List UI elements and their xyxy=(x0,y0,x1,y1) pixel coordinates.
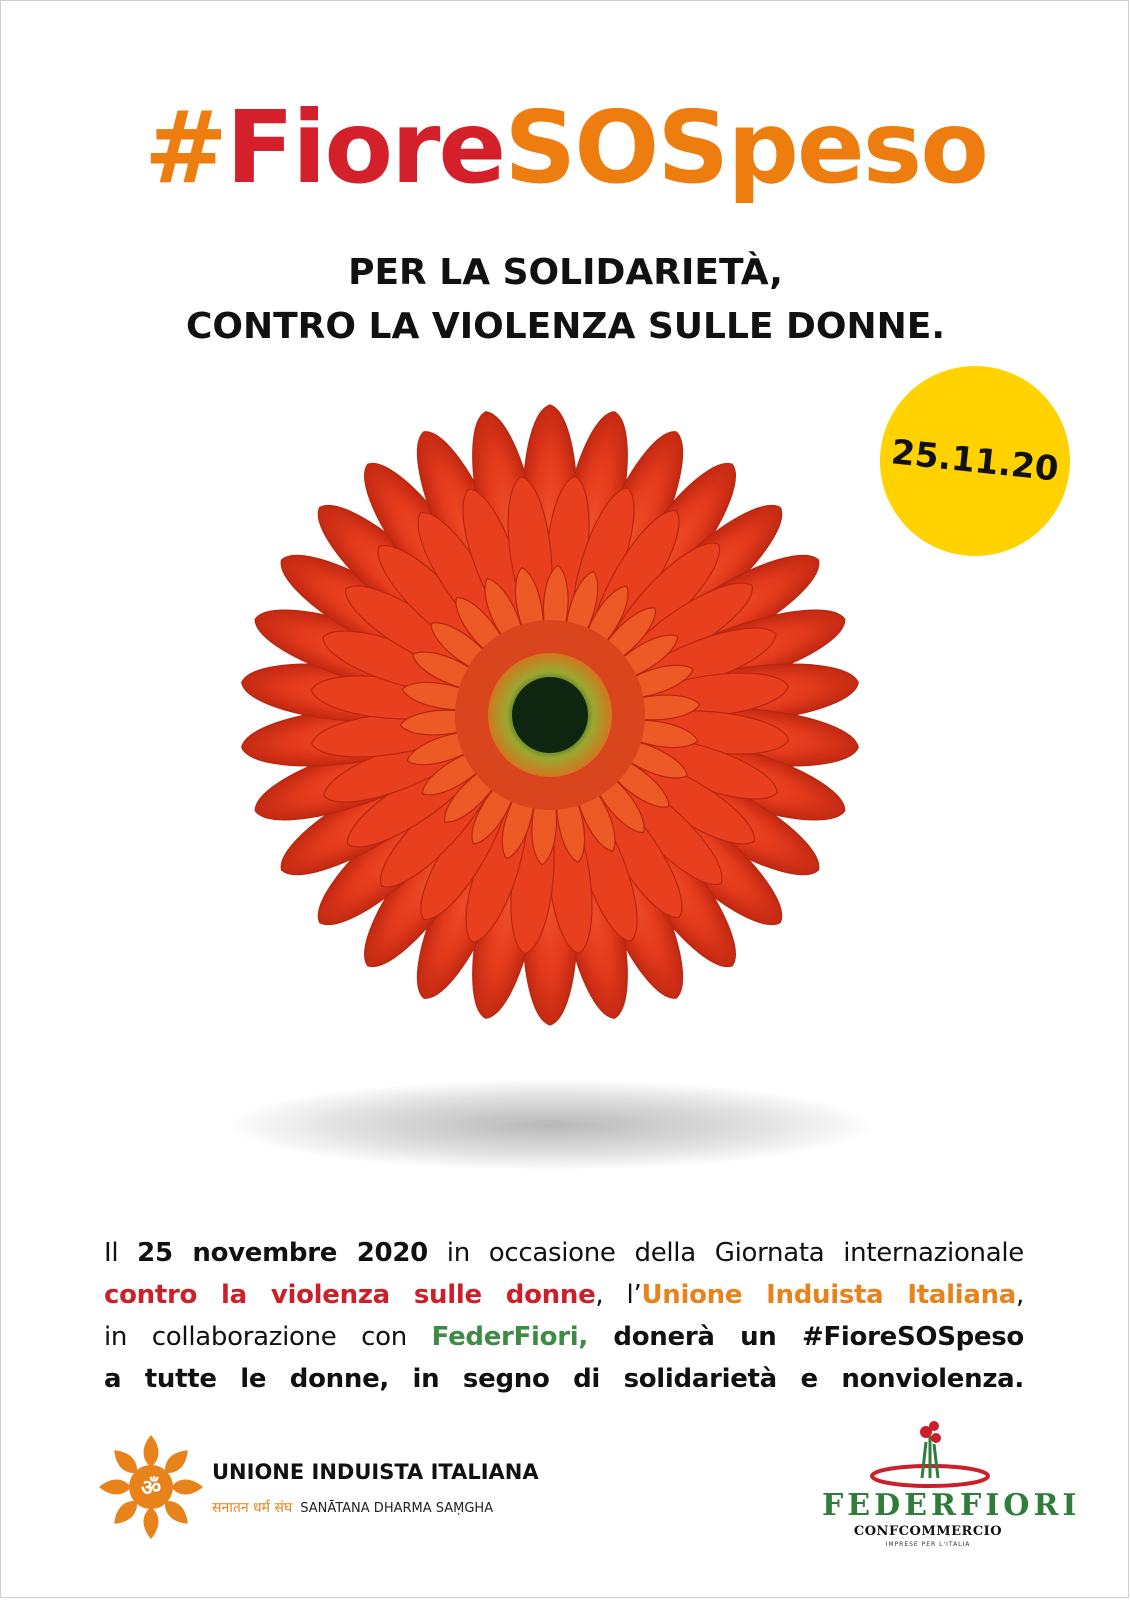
description-line-3: in collaborazione con FederFiori, donerà un #FioreSOSpeso xyxy=(104,1322,1024,1352)
date-highlight: 25 novembre 2020 xyxy=(137,1238,428,1268)
title-hash: # xyxy=(144,89,226,206)
flower-illustration xyxy=(180,375,920,1075)
uii-subtitle xyxy=(212,1498,493,1517)
date-badge-text: 25.11.20 xyxy=(889,432,1061,490)
description-line-4: a tutte le donne, in segno di solidarietà e nonviolenza. xyxy=(104,1364,1024,1394)
flower-shadow xyxy=(230,1080,870,1170)
om-lotus-logo-icon xyxy=(96,1432,206,1542)
title-fiore: Fiore xyxy=(225,89,505,206)
violence-highlight: contro la violenza sulle donne xyxy=(104,1280,596,1310)
uii-sub-latin: SANĀTANA DHARMA SAṂGHA xyxy=(300,1501,494,1516)
svg-text:ॐ: ॐ xyxy=(140,1476,162,1501)
uii-highlight: Unione Induista Italiana xyxy=(641,1280,1017,1310)
uii-name: UNIONE INDUISTA ITALIANA xyxy=(212,1460,539,1484)
flower-core xyxy=(512,677,588,753)
subtitle xyxy=(0,246,1131,354)
subtitle-line-1: PER LA SOLIDARIETÀ, xyxy=(348,252,783,293)
confcommercio-tagline: IMPRESE PER L'ITALIA xyxy=(885,1541,971,1548)
confcommercio-name: CONFCOMMERCIO xyxy=(853,1524,1003,1539)
description-line-1: Il 25 novembre 2020 in occasione della Giornata internazionale xyxy=(104,1238,1024,1268)
description-paragraph xyxy=(104,1232,1024,1400)
uii-sub-devanagari: सनातन धर्म संघ xyxy=(212,1500,293,1516)
federfiori-highlight: FederFiori, xyxy=(431,1322,588,1352)
title-sospeso: SOSpeso xyxy=(504,89,987,206)
federfiori-name: FEDERFIORI xyxy=(822,1488,1081,1523)
subtitle-line-2: CONTRO LA VIOLENZA SULLE DONNE. xyxy=(185,306,946,347)
hashtag-title xyxy=(0,88,1131,208)
description-line-2: contro la violenza sulle donne, l’Unione Induista Italiana, xyxy=(104,1280,1024,1310)
gerbera-flower-image xyxy=(180,375,920,1155)
